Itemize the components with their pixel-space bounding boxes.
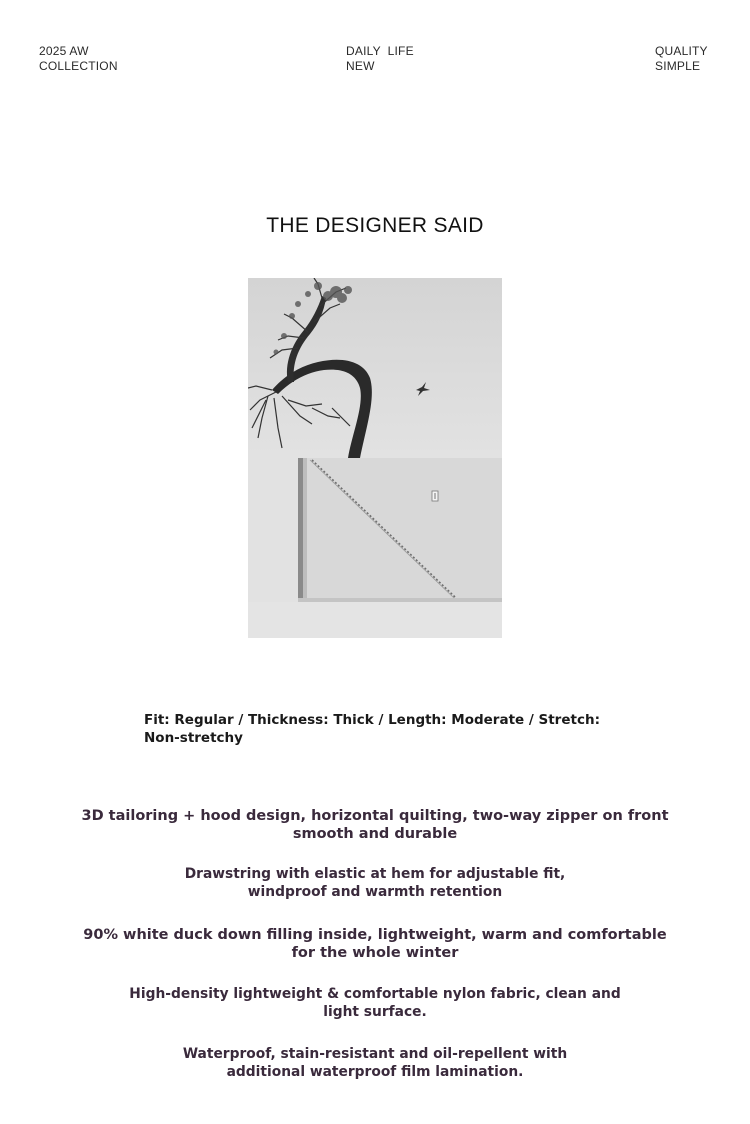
feature-5-line1: Waterproof, stain-resistant and oil-repellent with bbox=[182, 1046, 568, 1062]
feature-3-line2: for the whole winter bbox=[291, 945, 459, 961]
header-collection-line2: COLLECTION bbox=[39, 59, 118, 73]
header-collection bbox=[39, 44, 118, 74]
header-quality-line2: SIMPLE bbox=[655, 59, 701, 73]
feature-1 bbox=[60, 807, 690, 843]
feature-5 bbox=[60, 1046, 690, 1081]
header-daily-life-line2: NEW bbox=[346, 59, 375, 73]
header-collection-line1: 2025 AW bbox=[39, 44, 89, 58]
feature-4 bbox=[60, 986, 690, 1021]
feature-1-line1: 3D tailoring + hood design, horizontal quilting, two-way zipper on front bbox=[81, 808, 669, 824]
spec-text: Fit: Regular / Thickness: Thick / Length: Moderate / Stretch: Non-stretchy bbox=[144, 712, 600, 746]
header-daily-life-line1: DAILY LIFE bbox=[346, 44, 414, 58]
feature-5-line2: additional waterproof film lamination. bbox=[226, 1063, 524, 1080]
feature-2 bbox=[60, 866, 690, 901]
feature-2-line1: Drawstring with elastic at hem for adjustable fit, bbox=[184, 866, 566, 882]
feature-3 bbox=[60, 926, 690, 962]
feature-2-line2: windproof and warmth retention bbox=[247, 883, 503, 900]
header-daily-life bbox=[346, 44, 414, 74]
header-quality-line1: QUALITY bbox=[655, 44, 708, 58]
header-quality bbox=[655, 44, 708, 74]
wall-staircase-photo bbox=[248, 458, 502, 638]
page-title: THE DESIGNER SAID bbox=[266, 214, 484, 237]
feature-1-line2: smooth and durable bbox=[292, 826, 458, 842]
tree-bird-photo bbox=[248, 278, 502, 458]
feature-4-line2: light surface. bbox=[323, 1003, 427, 1020]
feature-4-line1: High-density lightweight & comfortable nylon fabric, clean and bbox=[129, 986, 621, 1002]
feature-3-line1: 90% white duck down filling inside, lightweight, warm and comfortable bbox=[83, 927, 667, 943]
